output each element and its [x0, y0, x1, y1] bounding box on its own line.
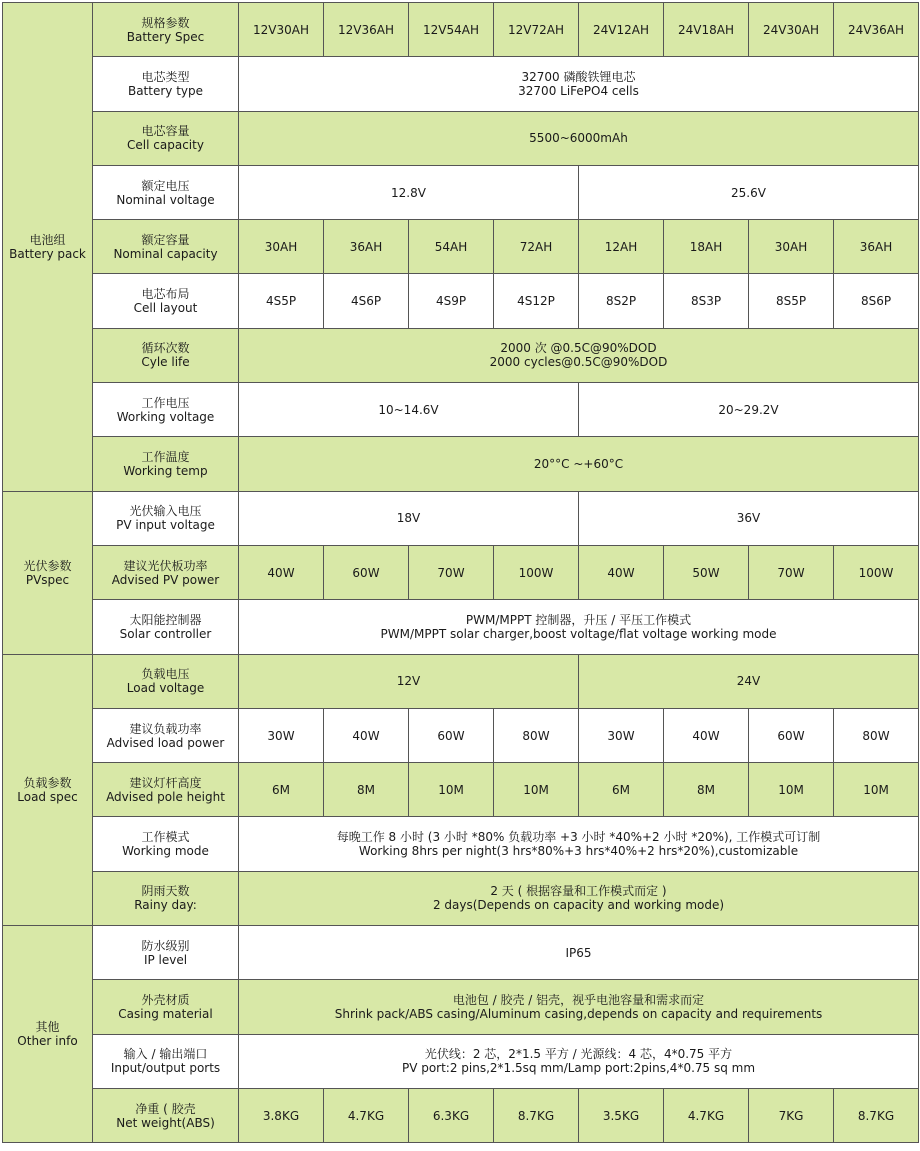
- value-cell: 4S12P: [494, 274, 579, 328]
- value-cell: 10M: [409, 763, 494, 817]
- param-label-cn: 建议光伏板功率: [123, 558, 208, 573]
- model-header-cell: 24V30AH: [749, 3, 834, 57]
- param-label: [93, 600, 239, 654]
- spec-row: [3, 926, 919, 980]
- param-label-en: Net weight(ABS): [116, 1115, 215, 1130]
- value-all-models: [239, 980, 919, 1034]
- param-label-en: Battery Spec: [126, 29, 205, 44]
- param-label: [93, 763, 239, 817]
- value-cell: 60W: [409, 708, 494, 762]
- value-12v-group: 12.8V: [239, 165, 579, 219]
- group-label-en: PVspec: [25, 572, 70, 587]
- spec-row: [3, 1034, 919, 1088]
- value-cell: 4.7KG: [324, 1088, 409, 1142]
- spec-row: [3, 871, 919, 925]
- group-label-other: [3, 926, 93, 1143]
- spec-row: [3, 111, 919, 165]
- spec-row: [3, 491, 919, 545]
- value-24v-group: 20~29.2V: [579, 383, 919, 437]
- value-cell: 70W: [749, 545, 834, 599]
- param-label-en: PV input voltage: [116, 518, 215, 533]
- value-line: Working 8hrs per night(3 hrs*80%+3 hrs*40%+2 hrs*20%),customizable: [358, 844, 799, 859]
- value-cell: 36AH: [834, 220, 919, 274]
- param-label-cn: 规格参数: [141, 15, 190, 30]
- param-label: [93, 3, 239, 57]
- value-cell: 3.8KG: [239, 1088, 324, 1142]
- value-cell: 10M: [494, 763, 579, 817]
- value-cell: 7KG: [749, 1088, 834, 1142]
- value-cell: 40W: [324, 708, 409, 762]
- value-cell: 8S2P: [579, 274, 664, 328]
- value-line: 32700 LiFePO4 cells: [518, 83, 639, 98]
- value-line: 每晚工作 8 小时 (3 小时 *80% 负载功率 +3 小时 *40%+2 小时 *20%), 工作模式可订制: [336, 830, 821, 845]
- spec-row: [3, 383, 919, 437]
- param-label-en: Nominal capacity: [113, 246, 218, 261]
- value-cell: 6.3KG: [409, 1088, 494, 1142]
- value-cell: 4.7KG: [664, 1088, 749, 1142]
- value-cell: 8S5P: [749, 274, 834, 328]
- model-header-cell: 12V36AH: [324, 3, 409, 57]
- param-label: [93, 165, 239, 219]
- value-line: PV port:2 pins,2*1.5sq mm/Lamp port:2pins,4*0.75 sq mm: [401, 1061, 756, 1076]
- value-cell: 36AH: [324, 220, 409, 274]
- value-cell: 72AH: [494, 220, 579, 274]
- value-line: PWM/MPPT 控制器，升压 / 平压工作模式: [465, 612, 692, 627]
- group-label-en: Battery pack: [9, 246, 86, 261]
- value-all-models: [239, 57, 919, 111]
- value-line: IP65: [565, 945, 592, 960]
- value-24v-group: 36V: [579, 491, 919, 545]
- param-label: [93, 111, 239, 165]
- param-label-cn: 阴雨天数: [141, 884, 190, 899]
- value-cell: 8M: [664, 763, 749, 817]
- param-label-cn: 循环次数: [141, 341, 190, 356]
- param-label: [93, 980, 239, 1034]
- value-12v-group: 12V: [239, 654, 579, 708]
- param-label-cn: 光伏输入电压: [129, 504, 202, 519]
- group-label-battery: [3, 3, 93, 492]
- param-label-en: Advised load power: [106, 735, 225, 750]
- value-cell: 30AH: [239, 220, 324, 274]
- value-cell: 4S9P: [409, 274, 494, 328]
- value-12v-group: 10~14.6V: [239, 383, 579, 437]
- param-label: [93, 871, 239, 925]
- value-cell: 40W: [664, 708, 749, 762]
- param-label-cn: 建议负载功率: [129, 721, 202, 736]
- spec-row: [3, 817, 919, 871]
- value-cell: 18AH: [664, 220, 749, 274]
- spec-table-body: [3, 3, 919, 1143]
- param-label-en: Solar controller: [119, 626, 212, 641]
- param-label-en: Working temp: [123, 464, 208, 479]
- param-label: [93, 926, 239, 980]
- spec-row: [3, 654, 919, 708]
- param-label-en: Cyle life: [141, 355, 190, 370]
- group-label-en: Load spec: [17, 789, 78, 804]
- value-cell: 8.7KG: [834, 1088, 919, 1142]
- param-label-cn: 电芯类型: [141, 69, 190, 84]
- param-label-cn: 外壳材质: [141, 992, 190, 1007]
- value-cell: 100W: [494, 545, 579, 599]
- model-header-cell: 24V36AH: [834, 3, 919, 57]
- param-label-cn: 额定容量: [141, 232, 190, 247]
- param-label-cn: 防水级别: [141, 938, 190, 953]
- param-label: [93, 57, 239, 111]
- value-24v-group: 24V: [579, 654, 919, 708]
- value-cell: 4S5P: [239, 274, 324, 328]
- param-label-en: Cell layout: [133, 301, 198, 316]
- value-cell: 4S6P: [324, 274, 409, 328]
- param-label: [93, 708, 239, 762]
- spec-row: [3, 708, 919, 762]
- group-label-cn: 其他: [35, 1020, 60, 1035]
- value-all-models: [239, 926, 919, 980]
- spec-row: [3, 328, 919, 382]
- value-cell: 70W: [409, 545, 494, 599]
- param-label-en: Battery type: [127, 83, 204, 98]
- param-label-cn: 太阳能控制器: [129, 612, 202, 627]
- value-line: Shrink pack/ABS casing/Aluminum casing,depends on capacity and requirements: [334, 1006, 823, 1021]
- param-label: [93, 1034, 239, 1088]
- value-cell: 8M: [324, 763, 409, 817]
- group-label-pv: [3, 491, 93, 654]
- value-all-models: [239, 1034, 919, 1088]
- model-header-cell: 24V12AH: [579, 3, 664, 57]
- param-label: [93, 437, 239, 491]
- param-label-cn: 工作模式: [141, 830, 190, 845]
- param-label: [93, 491, 239, 545]
- spec-row: [3, 220, 919, 274]
- value-all-models: [239, 111, 919, 165]
- spec-row: [3, 545, 919, 599]
- value-cell: 100W: [834, 545, 919, 599]
- value-line: 光伏线：2 芯，2*1.5 平方 / 光源线：4 芯，4*0.75 平方: [424, 1047, 733, 1062]
- param-label-cn: 额定电压: [141, 178, 190, 193]
- value-cell: 80W: [494, 708, 579, 762]
- param-label-en: IP level: [143, 952, 188, 967]
- value-line: 2 天 ( 根据容量和工作模式而定 ): [490, 884, 667, 899]
- group-label-en: Other info: [17, 1034, 78, 1049]
- value-cell: 3.5KG: [579, 1088, 664, 1142]
- spec-row: [3, 165, 919, 219]
- value-cell: 8S3P: [664, 274, 749, 328]
- param-label-en: Advised pole height: [106, 789, 225, 804]
- value-cell: 40W: [239, 545, 324, 599]
- group-label-cn: 光伏参数: [23, 558, 72, 573]
- value-cell: 40W: [579, 545, 664, 599]
- param-label-cn: 工作电压: [141, 395, 190, 410]
- param-label: [93, 220, 239, 274]
- spec-row: [3, 437, 919, 491]
- model-header-cell: 12V30AH: [239, 3, 324, 57]
- value-cell: 8.7KG: [494, 1088, 579, 1142]
- param-label-en: Casing material: [118, 1006, 213, 1021]
- value-cell: 60W: [749, 708, 834, 762]
- param-label: [93, 545, 239, 599]
- group-label-cn: 电池组: [29, 232, 66, 247]
- spec-row: [3, 57, 919, 111]
- value-line: 5500~6000mAh: [529, 131, 628, 146]
- value-line: 电池包 / 胶壳 / 铝壳，视乎电池容量和需求而定: [452, 992, 705, 1007]
- param-label-en: Cell capacity: [127, 138, 204, 153]
- param-label-en: Nominal voltage: [116, 192, 215, 207]
- spec-row: [3, 763, 919, 817]
- value-all-models: [239, 328, 919, 382]
- param-label: [93, 274, 239, 328]
- value-cell: 50W: [664, 545, 749, 599]
- param-label: [93, 328, 239, 382]
- value-all-models: [239, 871, 919, 925]
- value-cell: 10M: [749, 763, 834, 817]
- value-line: 2000 次 @0.5C@90%DOD: [500, 341, 657, 356]
- value-line: PWM/MPPT solar charger,boost voltage/flat voltage working mode: [380, 626, 777, 641]
- value-cell: 80W: [834, 708, 919, 762]
- value-cell: 30W: [239, 708, 324, 762]
- param-label: [93, 817, 239, 871]
- param-label-en: Load voltage: [126, 681, 205, 696]
- value-all-models: [239, 817, 919, 871]
- group-label-cn: 负载参数: [23, 775, 72, 790]
- param-label: [93, 654, 239, 708]
- spec-row: [3, 600, 919, 654]
- value-all-models: [239, 437, 919, 491]
- group-label-load: [3, 654, 93, 925]
- value-cell: 8S6P: [834, 274, 919, 328]
- value-cell: 6M: [239, 763, 324, 817]
- param-label-cn: 电芯布局: [141, 287, 190, 302]
- value-line: 32700 磷酸铁锂电芯: [521, 69, 636, 84]
- value-line: 2000 cycles@0.5C@90%DOD: [489, 355, 668, 370]
- value-cell: 30AH: [749, 220, 834, 274]
- value-cell: 54AH: [409, 220, 494, 274]
- param-label-cn: 电芯容量: [141, 124, 190, 139]
- param-label-en: Working voltage: [116, 409, 215, 424]
- value-cell: 60W: [324, 545, 409, 599]
- value-line: 2 days(Depends on capacity and working mode): [432, 898, 725, 913]
- value-all-models: [239, 600, 919, 654]
- param-label-en: Rainy day:: [134, 898, 197, 913]
- param-label-en: Input/output ports: [110, 1061, 221, 1076]
- value-12v-group: 18V: [239, 491, 579, 545]
- value-cell: 6M: [579, 763, 664, 817]
- spec-table: [2, 2, 919, 1143]
- model-header-cell: 12V54AH: [409, 3, 494, 57]
- value-cell: 10M: [834, 763, 919, 817]
- value-cell: 30W: [579, 708, 664, 762]
- param-label-cn: 输入 / 输出端口: [123, 1047, 208, 1062]
- value-cell: 12AH: [579, 220, 664, 274]
- value-24v-group: 25.6V: [579, 165, 919, 219]
- spec-row: [3, 1088, 919, 1142]
- param-label-en: Working mode: [122, 844, 209, 859]
- param-label-cn: 净重 ( 胶壳: [135, 1101, 196, 1116]
- spec-row: [3, 980, 919, 1034]
- param-label-cn: 建议灯杆高度: [129, 775, 202, 790]
- spec-row: [3, 274, 919, 328]
- param-label: [93, 1088, 239, 1142]
- param-label-en: Advised PV power: [111, 572, 220, 587]
- model-header-cell: 12V72AH: [494, 3, 579, 57]
- param-label-cn: 负载电压: [141, 667, 190, 682]
- spec-row: [3, 3, 919, 57]
- value-line: 20°°C ~+60°C: [533, 457, 624, 472]
- param-label-cn: 工作温度: [141, 450, 190, 465]
- param-label: [93, 383, 239, 437]
- model-header-cell: 24V18AH: [664, 3, 749, 57]
